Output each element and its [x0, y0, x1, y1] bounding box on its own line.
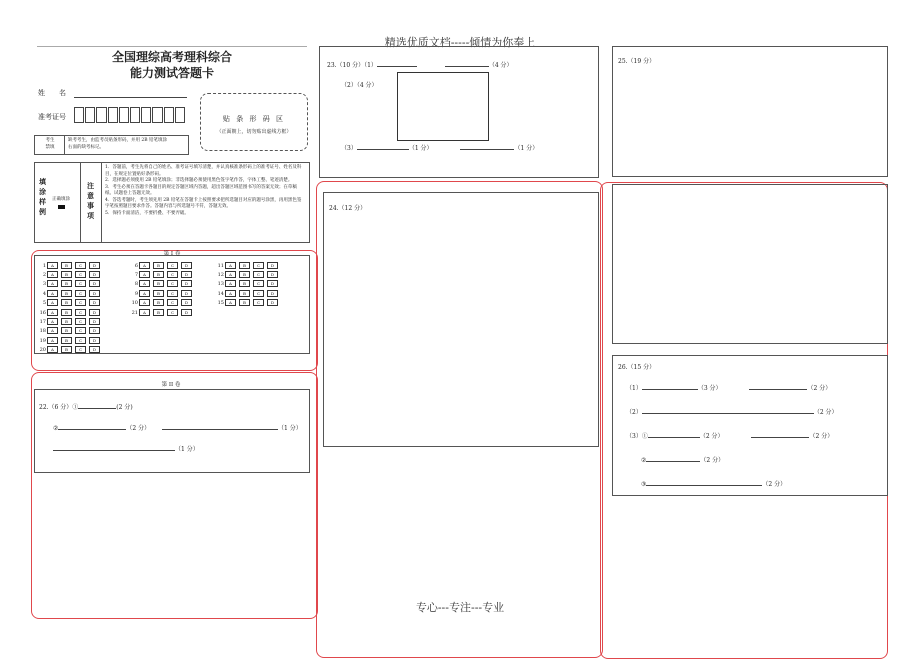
- mc-option-bubble[interactable]: A: [225, 290, 236, 297]
- mc-option-bubble[interactable]: C: [253, 271, 264, 278]
- mc-option-bubble[interactable]: A: [139, 299, 150, 306]
- q26-line1: [626, 383, 831, 392]
- mc-option-bubble[interactable]: C: [75, 290, 86, 297]
- q23-score1: （4 分）: [488, 62, 513, 69]
- mc-option-bubble[interactable]: B: [61, 299, 72, 306]
- note-item: 3．考生必须在答题卡各题目的规定答题区域内答题，超出答题区域范围书写的答案无效；在草稿纸、试题卷上答题无效。: [105, 184, 297, 196]
- mc-question-number: 7: [134, 272, 138, 279]
- q22-score2: （2 分）: [126, 425, 151, 432]
- notes-label: 注 意 事 项: [87, 181, 94, 220]
- instructions-box: [34, 162, 310, 243]
- mc-option-bubble[interactable]: C: [253, 280, 264, 287]
- mc-question-row: [37, 299, 103, 306]
- mc-option-bubble[interactable]: C: [75, 346, 86, 353]
- mc-option-bubble[interactable]: B: [239, 299, 250, 306]
- q23-label: 23.（10 分）（1）: [327, 62, 377, 69]
- mc-question-number: 1: [42, 263, 46, 269]
- mc-question-row: [37, 346, 103, 353]
- mc-question-number: 13: [217, 281, 224, 288]
- q26-p3: （3）①: [626, 433, 648, 440]
- mc-question-number: 16: [39, 310, 46, 316]
- mc-option-bubble[interactable]: A: [225, 299, 236, 306]
- note-item: 5．保持卡面清洁，不要折叠、不要弄破。: [105, 210, 189, 216]
- q26-blank2[interactable]: [749, 383, 807, 390]
- mc-option-bubble[interactable]: D: [267, 271, 278, 278]
- mc-option-bubble[interactable]: D: [267, 299, 278, 306]
- mc-option-bubble[interactable]: D: [89, 346, 100, 353]
- mc-question-number: 18: [39, 328, 46, 335]
- mc-option-bubble[interactable]: B: [239, 262, 250, 269]
- mc-option-bubble[interactable]: D: [181, 271, 192, 278]
- mc-option-bubble[interactable]: C: [75, 318, 86, 325]
- q26-p1: （1）: [626, 385, 642, 392]
- mc-question-row: [129, 309, 195, 316]
- q23-score3a: （1 分）: [408, 145, 433, 152]
- mc-question-number: 4: [42, 290, 46, 297]
- q22-score4: （1 分）: [175, 446, 199, 453]
- mc-option-bubble[interactable]: D: [181, 290, 192, 297]
- q22-line2: [53, 423, 302, 432]
- mc-option-bubble[interactable]: A: [47, 309, 58, 316]
- q26-p2-score: （2 分）: [813, 409, 838, 416]
- mc-option-bubble[interactable]: D: [89, 290, 100, 297]
- q26-p3d-score: （2 分）: [762, 481, 787, 488]
- mc-option-bubble[interactable]: D: [181, 299, 192, 306]
- page-header-text: 精选优质文档-----倾情为你奉上: [384, 36, 536, 49]
- q22-score1: (2 分): [116, 404, 133, 411]
- q24-label: 24.（12 分）: [329, 205, 367, 212]
- fill-example-text: 正确填涂: [52, 197, 70, 202]
- q26-blank5[interactable]: [751, 431, 809, 438]
- mc-question-row: [215, 262, 281, 269]
- mc-option-bubble[interactable]: A: [47, 290, 58, 297]
- q24-box[interactable]: [323, 192, 599, 447]
- q23-part3: （3）: [341, 145, 357, 152]
- q26-p1-score: （3 分）: [697, 385, 722, 392]
- mc-question-number: 5: [42, 299, 46, 306]
- mc-question-number: 6: [134, 263, 138, 269]
- mc-option-bubble[interactable]: D: [89, 299, 100, 306]
- barcode-title: 贴 条 形 码 区: [223, 115, 285, 123]
- exam-title-line2: 能力测试答题卡: [129, 66, 214, 80]
- id-number-boxes[interactable]: [74, 107, 186, 123]
- fill-example-label: 填 涂 样 例: [39, 177, 46, 216]
- mc-option-bubble[interactable]: C: [167, 309, 178, 316]
- mc-option-bubble[interactable]: D: [89, 262, 100, 269]
- q26-p3d: ③: [641, 481, 647, 488]
- mc-question-number: 12: [217, 272, 224, 279]
- mc-option-bubble[interactable]: D: [181, 280, 192, 287]
- mc-question-number: 14: [217, 290, 224, 297]
- mc-option-bubble[interactable]: B: [61, 280, 72, 287]
- page-footer-text: 专心---专注---专业: [415, 601, 505, 614]
- q23-blank2[interactable]: [445, 60, 489, 67]
- mc-answer-box: [34, 251, 310, 354]
- mc-question-row: [37, 280, 103, 287]
- q22-blank3[interactable]: [162, 423, 278, 430]
- q23-drawing-box[interactable]: [397, 72, 489, 141]
- mc-option-bubble[interactable]: B: [239, 290, 250, 297]
- mc-option-bubble[interactable]: C: [167, 290, 178, 297]
- q26-line2: [626, 407, 838, 416]
- mc-option-bubble[interactable]: A: [47, 318, 58, 325]
- mc-question-number: 8: [134, 281, 138, 288]
- mc-option-bubble[interactable]: B: [61, 262, 72, 269]
- mc-option-bubble[interactable]: D: [89, 280, 100, 287]
- q26-line3: [626, 431, 833, 440]
- mc-option-bubble[interactable]: A: [225, 271, 236, 278]
- mc-option-bubble[interactable]: A: [47, 337, 58, 344]
- q26-blank1[interactable]: [642, 383, 698, 390]
- mc-option-bubble[interactable]: C: [75, 262, 86, 269]
- mc-option-bubble[interactable]: B: [239, 271, 250, 278]
- mc-option-bubble[interactable]: D: [89, 327, 100, 334]
- mc-option-bubble[interactable]: B: [61, 346, 72, 353]
- mc-option-bubble[interactable]: C: [167, 280, 178, 287]
- candidate-note: 缺考考生，由监考员贴条形码，并用 2B 铅笔填涂 右面的缺考标记。: [68, 138, 168, 150]
- q26-blank6[interactable]: [646, 455, 700, 462]
- mc-question-row: [37, 290, 103, 297]
- mc-option-bubble[interactable]: C: [75, 271, 86, 278]
- mc-option-bubble[interactable]: A: [139, 309, 150, 316]
- mc-option-bubble[interactable]: A: [225, 280, 236, 287]
- mc-option-bubble[interactable]: C: [167, 262, 178, 269]
- mc-option-bubble[interactable]: D: [181, 262, 192, 269]
- q22-blank4[interactable]: [53, 444, 175, 451]
- q26-p2: （2）: [626, 409, 642, 416]
- mc-option-bubble[interactable]: B: [239, 280, 250, 287]
- note-item: 1．答题前，考生先将自己的姓名、准考证号填写清楚，并认真核准条形码上的准考证号、姓名及科目，在规定位置贴好条形码。: [105, 165, 302, 177]
- q25-box[interactable]: [612, 184, 888, 344]
- mc-question-row: [215, 280, 281, 287]
- mc-option-bubble[interactable]: A: [47, 299, 58, 306]
- q23-score3b: （1 分）: [514, 145, 539, 152]
- q26-p3c-score: （2 分）: [700, 457, 725, 464]
- q23-box: [319, 46, 599, 178]
- notes-list: [105, 165, 305, 217]
- mc-option-bubble[interactable]: C: [75, 309, 86, 316]
- q22-blank1[interactable]: [78, 402, 116, 409]
- q26-p3-score: （2 分）: [699, 433, 724, 440]
- mc-option-bubble[interactable]: B: [61, 271, 72, 278]
- mc-option-bubble[interactable]: A: [47, 280, 58, 287]
- mc-option-bubble[interactable]: C: [167, 299, 178, 306]
- q22-score3: （1 分）: [278, 425, 302, 432]
- mc-question-number: 11: [217, 263, 224, 269]
- note-item: 4．答选考题时，考生须先用 2B 铅笔在答题卡上按照要求把所选题目对应的题号涂黑，再用黑色签字笔按照题目要求作答。答题内容与所选题号不符，答题无效。: [105, 197, 302, 209]
- mc-option-bubble[interactable]: B: [153, 280, 164, 287]
- mc-option-bubble[interactable]: C: [75, 280, 86, 287]
- mc-question-number: 10: [131, 299, 138, 306]
- candidate-label: 考生 禁填: [45, 138, 55, 150]
- mc-question-row: [37, 327, 103, 334]
- q26-line5: [641, 479, 786, 488]
- mc-question-row: [129, 262, 195, 269]
- mc-option-bubble[interactable]: C: [253, 299, 264, 306]
- mc-question-row: [37, 271, 103, 278]
- mc-option-bubble[interactable]: D: [267, 290, 278, 297]
- q22-line3: [53, 444, 199, 453]
- top-divider: [37, 46, 307, 47]
- name-field[interactable]: [74, 89, 187, 98]
- mc-option-bubble[interactable]: A: [47, 271, 58, 278]
- mc-question-number: 21: [131, 310, 138, 316]
- mc-question-row: [129, 280, 195, 287]
- mc-question-number: 2: [42, 272, 46, 279]
- mc-question-number: 17: [39, 319, 46, 326]
- q22-blank2[interactable]: [58, 423, 126, 430]
- mc-question-row: [37, 337, 103, 344]
- mc-option-bubble[interactable]: C: [167, 271, 178, 278]
- mc-option-bubble[interactable]: B: [153, 271, 164, 278]
- mc-option-bubble[interactable]: A: [139, 290, 150, 297]
- q26-p1b-score: （2 分）: [807, 385, 832, 392]
- mc-option-bubble[interactable]: A: [139, 262, 150, 269]
- q23-line3: [341, 143, 538, 152]
- mc-question-row: [37, 262, 103, 269]
- mc-question-number: 15: [217, 299, 224, 306]
- mc-question-row: [215, 299, 281, 306]
- mc-option-bubble[interactable]: D: [181, 309, 192, 316]
- q23-blank1[interactable]: [377, 60, 417, 67]
- barcode-note: （正面朝上，切勿贴出虚线方框）: [216, 129, 292, 135]
- barcode-area: [200, 93, 308, 151]
- mc-option-bubble[interactable]: B: [153, 262, 164, 269]
- mc-question-row: [37, 309, 103, 316]
- q22-line2-prefix: ②: [53, 425, 59, 432]
- filled-mark-example: [58, 205, 65, 209]
- q26-label: 26.（15 分）: [618, 364, 656, 371]
- mc-question-row: [215, 271, 281, 278]
- q25-label: 25.（19 分）: [618, 58, 656, 65]
- mc-option-bubble[interactable]: C: [253, 262, 264, 269]
- q23-blank4[interactable]: [460, 143, 514, 150]
- id-label: 准考证号: [38, 113, 66, 121]
- candidate-box: [34, 135, 189, 155]
- exam-title-line1: 全国理综高考理科综合: [111, 50, 232, 64]
- mc-question-row: [215, 290, 281, 297]
- q26-p3b-score: （2 分）: [809, 433, 834, 440]
- mc-option-bubble[interactable]: D: [89, 309, 100, 316]
- q26-box: [612, 355, 888, 496]
- q25-box-top: [612, 46, 888, 177]
- mc-option-bubble[interactable]: C: [253, 290, 264, 297]
- q22-line1: [39, 402, 133, 411]
- mc-option-bubble[interactable]: C: [75, 299, 86, 306]
- mc-option-bubble[interactable]: B: [61, 337, 72, 344]
- mc-option-bubble[interactable]: B: [61, 327, 72, 334]
- q26-blank7[interactable]: [646, 479, 762, 486]
- mc-question-number: 20: [39, 346, 46, 353]
- mc-question-row: [129, 299, 195, 306]
- section2-title: 第 II 卷: [161, 382, 181, 388]
- mc-option-bubble[interactable]: B: [61, 290, 72, 297]
- q26-line4: [641, 455, 724, 464]
- mc-option-bubble[interactable]: C: [75, 327, 86, 334]
- mc-question-row: [129, 271, 195, 278]
- mc-option-bubble[interactable]: C: [75, 337, 86, 344]
- mc-option-bubble[interactable]: D: [89, 271, 100, 278]
- mc-option-bubble[interactable]: B: [153, 309, 164, 316]
- mc-option-bubble[interactable]: D: [267, 262, 278, 269]
- mc-option-bubble[interactable]: D: [89, 318, 100, 325]
- mc-question-number: 3: [42, 281, 46, 288]
- mc-option-bubble[interactable]: B: [153, 290, 164, 297]
- mc-question-row: [37, 318, 103, 325]
- q23-line1: [327, 60, 513, 69]
- mc-option-bubble[interactable]: B: [61, 318, 72, 325]
- note-item: 2．选择题必须使用 2B 铅笔填涂；非选择题必须使用黑色签字笔作答，字体工整、笔迹清楚。: [105, 178, 293, 183]
- q26-blank4[interactable]: [648, 431, 700, 438]
- q26-p3c: ②: [641, 457, 647, 464]
- mc-option-bubble[interactable]: D: [89, 337, 100, 344]
- q22-box: [34, 389, 310, 473]
- mc-option-bubble[interactable]: A: [139, 280, 150, 287]
- name-label: 姓 名: [38, 89, 66, 97]
- mc-question-row: [129, 290, 195, 297]
- q22-label: 22.（6 分）①: [39, 404, 79, 411]
- q23-part2: （2）（4 分）: [341, 82, 378, 89]
- section1-title: 第 I 卷: [163, 251, 181, 257]
- mc-option-bubble[interactable]: D: [267, 280, 278, 287]
- q26-blank3[interactable]: [642, 407, 814, 414]
- mc-option-bubble[interactable]: A: [47, 346, 58, 353]
- q23-blank3[interactable]: [357, 143, 409, 150]
- mc-question-number: 19: [39, 337, 46, 344]
- mc-option-bubble[interactable]: B: [61, 309, 72, 316]
- mc-option-bubble[interactable]: A: [139, 271, 150, 278]
- mc-question-number: 9: [134, 290, 138, 297]
- mc-option-bubble[interactable]: A: [47, 327, 58, 334]
- mc-option-bubble[interactable]: A: [225, 262, 236, 269]
- mc-option-bubble[interactable]: B: [153, 299, 164, 306]
- mc-option-bubble[interactable]: A: [47, 262, 58, 269]
